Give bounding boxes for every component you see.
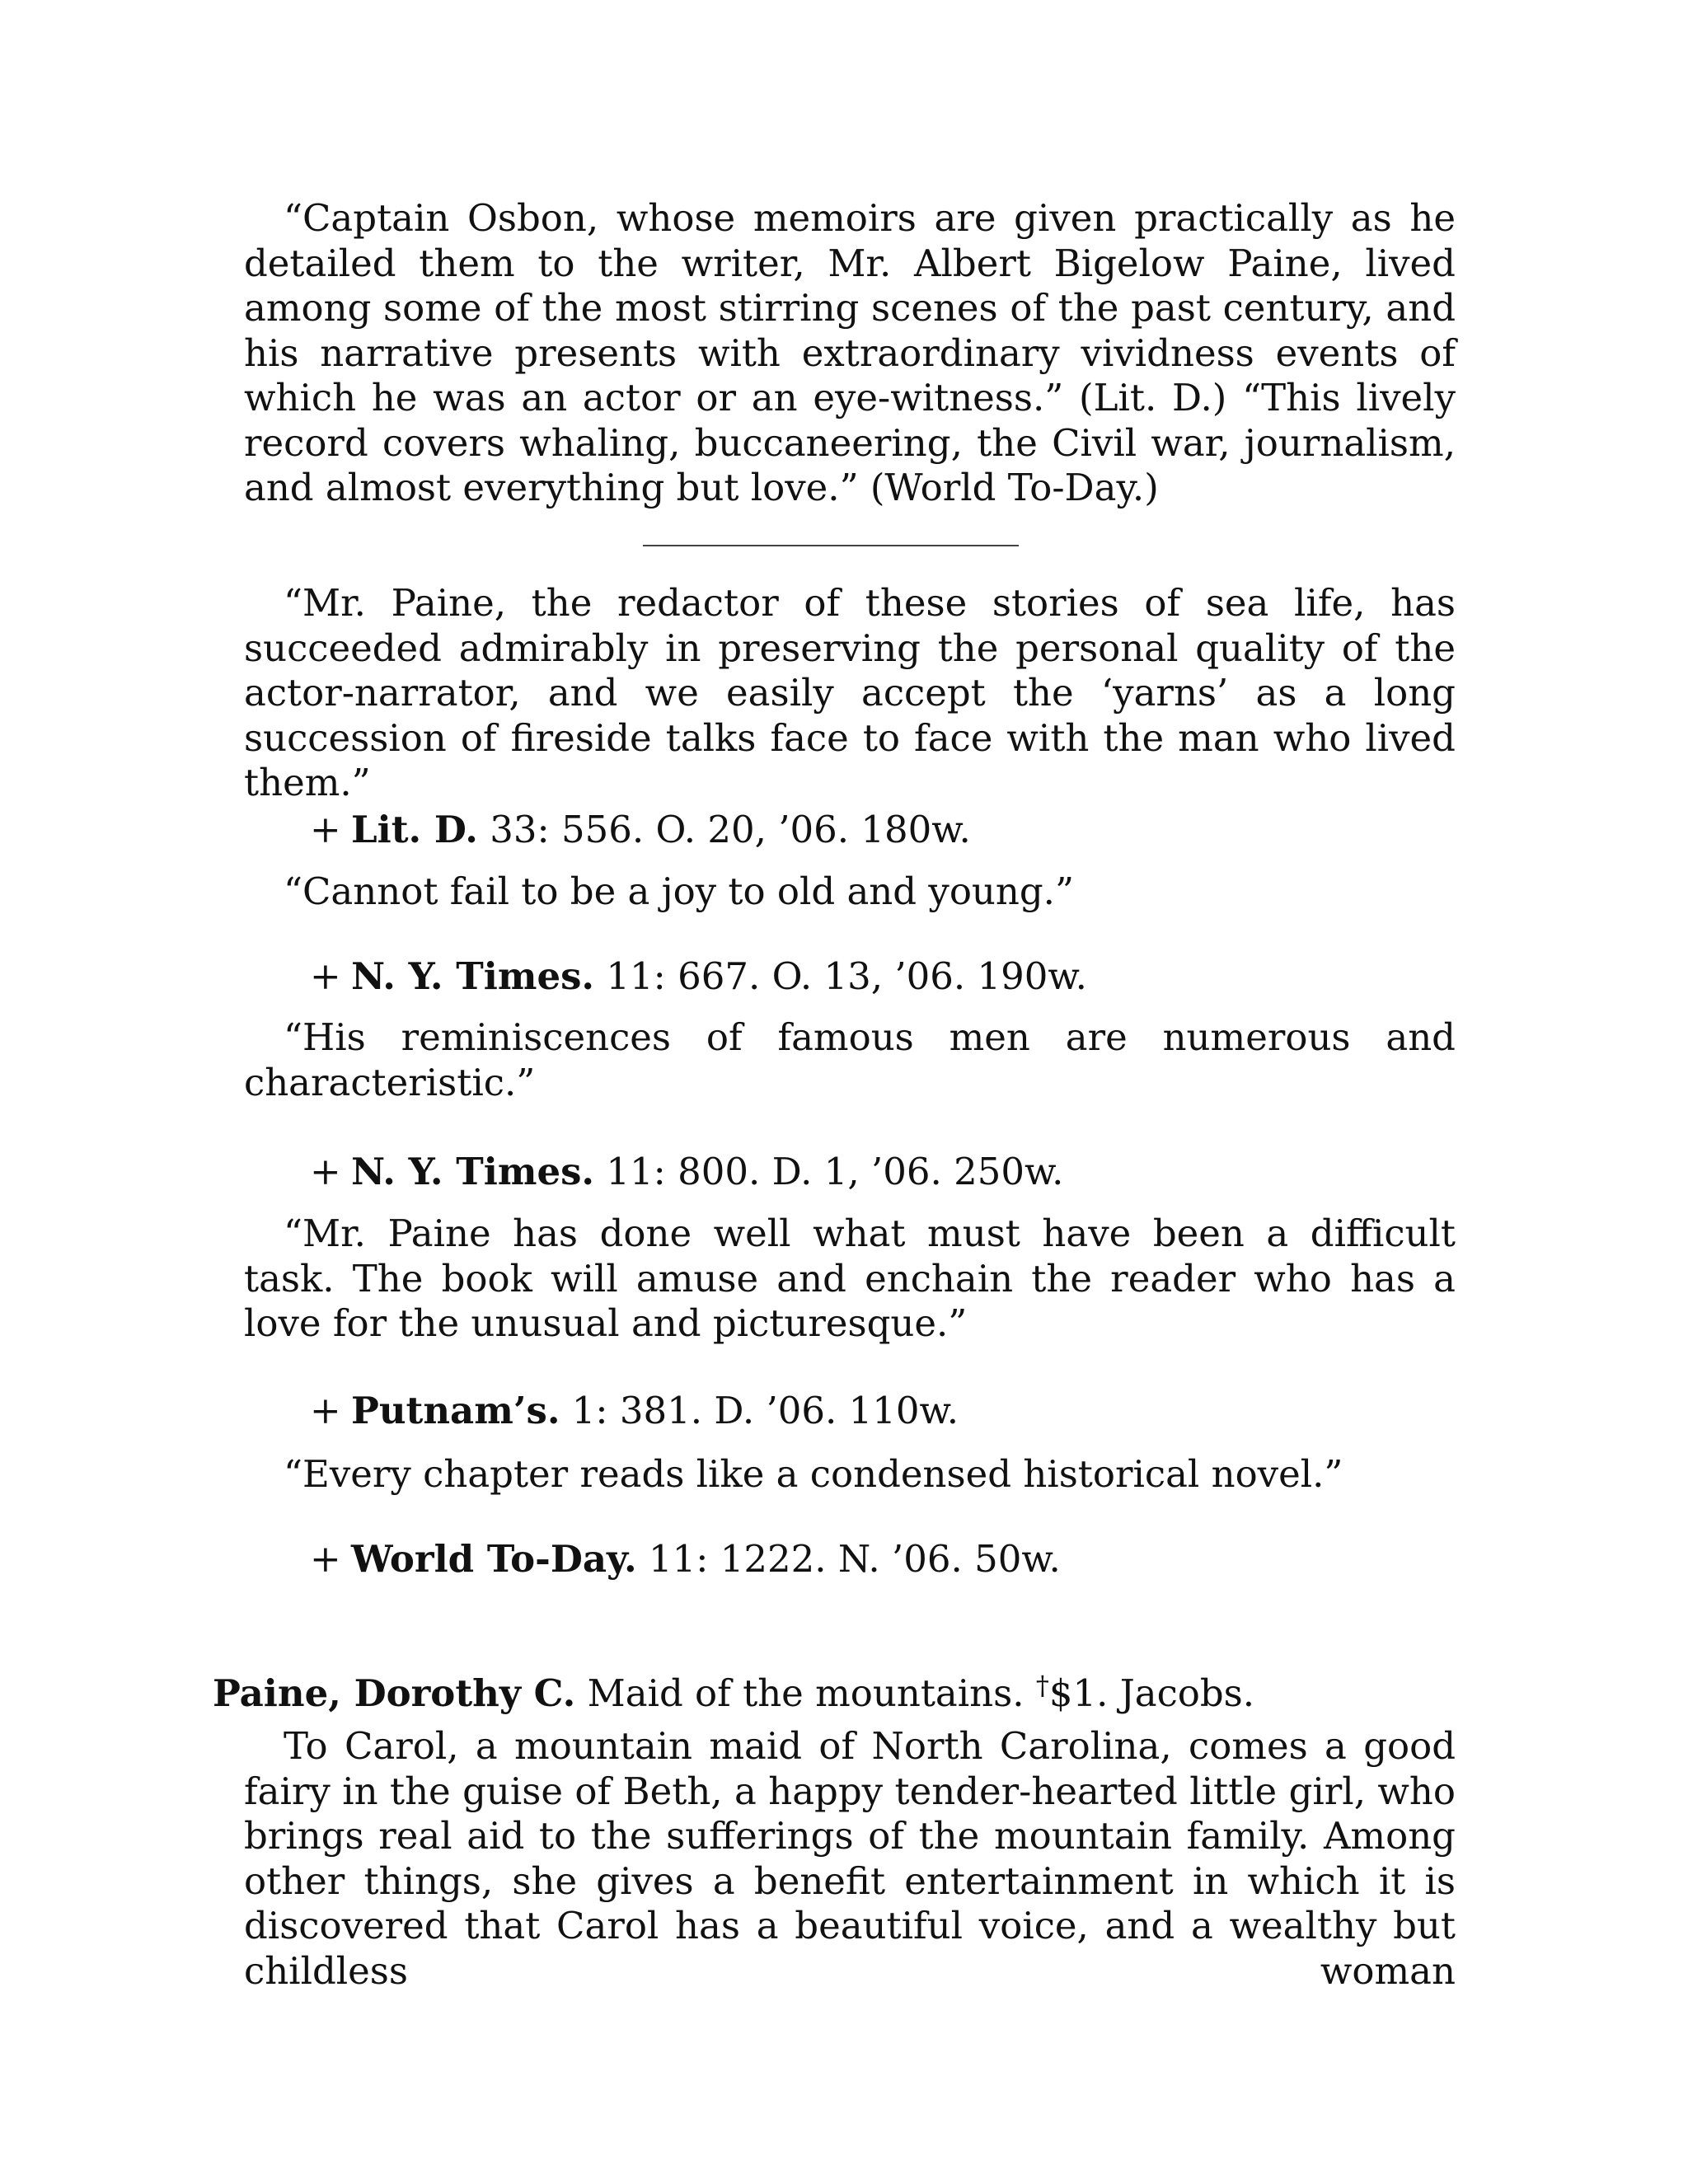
review-quote: “Every chapter reads like a condensed historical novel.” (284, 1452, 1343, 1496)
section-divider (643, 545, 1019, 546)
citation-sign: + (310, 808, 341, 851)
citation-ref: 11: 667. O. 13, ’06. 190w. (594, 954, 1087, 998)
citation-source: Lit. D. (351, 808, 478, 851)
citation-ref: 33: 556. O. 20, ’06. 180w. (477, 808, 971, 851)
review-quote: “Cannot fail to be a joy to old and young.” (284, 869, 1074, 913)
citation-sign: + (310, 954, 341, 998)
review-paragraph-osbon (244, 196, 1456, 511)
summary-text: To Carol, a mountain maid of North Carolina, comes a good fairy in the guise of Beth, a happy tender-hearted little girl, who brings real aid to the sufferings of the mountain family. Among other things, she gives a benefit entertainment in which it is discovered that Carol has a beautiful voice, and a wealthy but childless woman (244, 1724, 1456, 1993)
citation-line (310, 1537, 1061, 1582)
review-quote: “Mr. Paine has done well what must have been a difficult task. The book will amuse and enchain the reader who has a love for the unusual and picturesque.” (244, 1212, 1456, 1345)
citation-source: Putnam’s. (351, 1389, 560, 1432)
review-quote: “His reminiscences of famous men are numerous and characteristic.” (244, 1015, 1456, 1104)
citation-line (310, 808, 971, 852)
entry-price-publisher: $1. Jacobs. (1048, 1671, 1255, 1715)
citation-ref: 11: 1222. N. ’06. 50w. (636, 1537, 1061, 1581)
review-text: “Captain Osbon, whose memoirs are given practically as he detailed them to the writer, Mr. Albert Bigelow Paine, lived among some of the most stirring scenes of the past century, and his narrative presents with extraordinary vividness events of which he was an actor or an eye-witness.” (Lit. D.) “This lively record covers whaling, buccaneering, the Civil war, journalism, and almost everything but love.” (World To-Day.) (244, 196, 1456, 509)
review-paragraph-redactor (244, 581, 1456, 806)
entry-title: Maid of the mountains. (575, 1671, 1036, 1715)
citation-source: N. Y. Times. (351, 1150, 595, 1193)
citation-source: World To-Day. (351, 1537, 637, 1581)
citation-source: N. Y. Times. (351, 954, 595, 998)
citation-line (310, 1150, 1063, 1194)
entry-author: Paine, Dorothy C. (213, 1671, 576, 1715)
citation-sign: + (310, 1150, 341, 1193)
review-text: “Mr. Paine, the redactor of these stories of sea life, has succeeded admirably in preserving the personal quality of the actor-narrator, and we easily accept the ‘yarns’ as a long succession of fireside talks face to face with the man who lived them.” (244, 581, 1456, 804)
citation-line (310, 954, 1087, 999)
citation-sign: + (310, 1537, 341, 1581)
citation-line (310, 1389, 959, 1433)
entry-summary (244, 1724, 1456, 1994)
citation-sign: + (310, 1389, 341, 1432)
dagger-mark: † (1035, 1670, 1049, 1701)
citation-ref: 1: 381. D. ’06. 110w. (560, 1389, 959, 1432)
entry-heading (213, 1663, 1254, 1716)
citation-ref: 11: 800. D. 1, ’06. 250w. (594, 1150, 1064, 1193)
